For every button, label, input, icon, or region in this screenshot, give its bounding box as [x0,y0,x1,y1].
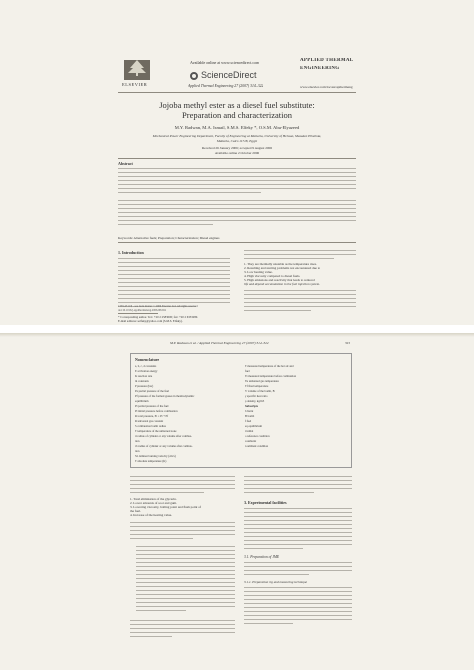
right-list-item-1: 1. They are thermally unstable as the temperature rises. [244,262,317,266]
publisher-name: ELSEVIER [122,82,148,87]
left-list-item-5: 4. Increase of the heating value. [130,513,173,517]
abstract-bottom-rule [118,242,356,243]
journal-logo: APPLIED THERMAL ENGINEERING [300,58,354,71]
abstract-text-2 [118,200,356,228]
paper-title-line-1: Jojoba methyl ester as a diesel fuel substitute: [159,100,315,110]
sciencedirect-icon [190,72,198,80]
right-list-item-5: 5. High emissions and reactivity that leads to reduced [244,278,315,282]
right-column-intro [244,250,356,262]
abstract-heading: Abstract [118,161,133,166]
section-3-heading: 3. Experimental facilities [244,500,287,505]
section-3-1-1-heading: 3.1.1. Preparation rig and measuring technique [244,580,308,584]
introduction-heading: 1. Introduction [118,250,144,255]
keywords: Keywords: Alternative fuels; Preparation; Characterization; Diesel engines [118,236,220,240]
abstract-top-rule [118,158,356,159]
right-list-item-2: 2. Resulting and starting problems not encountered due to [244,266,321,270]
doi-line: doi:10.1016/j.applthermaleng.2006.08.004 [118,309,166,312]
nomenclature-left-column: a, b, c, d constants E activation energy K reaction rate m constants P pressure (bar) Pa partial pressure of the fuel Pf pressure of the formed gasses in thermodynamic equilibrium Pi partial pressure of the fuel Pt initial pressure before combustion R total pressure, Pt = Pi + Pf R universal gas constant S combustion bomb radius T temperature of the unburned zone ri radius of cylinder or any volume after combus- tion rb radius of cylinder or any volume after combus- tion SL laminar burning velocity (cm/s) T absolute temperature (K) [135,364,195,463]
copyright-line: 1359-4311/$ - see front matter © 2006 Elsevier Ltd. All rights reserved. [118,305,199,308]
page2-right-text-3 [244,562,352,578]
header-rule [118,92,356,93]
running-head: M.Y. Radwan et al. / Applied Thermal Engineering 27 (2007) 314–322 [170,341,269,345]
nomenclature-right-column: T measured temperature of the hot air and fuel Ti measured temperature before combustion Tu unburned gas temperature Tf final temperature V volume of the bomb, B γ specific heat ratio ρ density, kg/m3 Subscripts b burnt B bomb f fuel eq equilibrium i initial o reference condition u unburnt n ambient condition [245,364,297,448]
nomenclature-box [130,353,352,468]
nomenclature-heading: Nomenclature [135,357,160,362]
received-date: Received 26 January 2006; accepted 9 August 2006 [201,146,273,150]
page-gap [0,325,474,333]
footnote-email: E-mail address: selfeky@yahoo.com (S.M.S. Elfeky). [118,319,183,323]
page2-left-text-1 [130,476,235,496]
page2-left-text-3 [130,620,235,640]
page2-right-text-4 [244,587,352,627]
right-list-item-3: 3. Low heating value. [244,270,273,274]
introduction-text [118,258,230,310]
online-date: Available online 2 October 2006 [214,151,260,155]
sciencedirect-brand: ScienceDirect [201,70,257,80]
paper-title-line-2: Preparation and characterization [182,110,292,120]
page2-right-text-2 [244,508,352,552]
right-column-text [244,290,356,314]
affiliation-line-2: Mattaria, Cairo 11718, Egypt [216,139,258,143]
available-online: Available online at www.sciencedirect.com [190,60,260,65]
right-list-item-6: life and deposit accumulation in the fuel injection system. [244,282,320,286]
left-list-item-2: 2. Lower amounts of soot and gum. [130,501,177,505]
page2-left-enumeration [136,546,235,614]
abstract-text [118,168,356,196]
right-list-item-4: 4. High viscosity compared to diesel fuels. [244,274,301,278]
affiliation-line-1: Mechanical Power Engineering Department, Faculty of Engineering at Mattaria, University of Helwan, Masaken Elhelmia, [152,134,322,138]
left-list-item-3: 3. Lowering viscosity, boiling point and flash point of [130,505,202,509]
paper-authors: M.Y. Radwan, M.A. Ismail, S.M.S. Elfeky *, O.S.M. Abu-Elyazeed [174,125,300,130]
footnote-rule [118,313,158,314]
left-list-item-1: 1. Total elimination of the glycerin. [130,497,177,501]
elsevier-tree-icon [126,58,148,76]
journal-citation: Applied Thermal Engineering 27 (2007) 314–322 [188,84,264,88]
journal-url: www.elsevier.com/locate/apthermeng [300,85,353,89]
footnote-corresponding: * Corresponding author. Tel.: +20 2 2583000; fax: +20 2 6333280. [118,315,199,319]
section-3-1-heading: 3.1. Preparation of JME [244,555,280,559]
left-list-item-4: the fuel. [130,509,141,513]
paper-page-1 [0,0,474,325]
page2-left-text-2 [130,522,235,542]
page-number: 315 [345,341,351,345]
page2-right-text-1 [244,476,352,496]
